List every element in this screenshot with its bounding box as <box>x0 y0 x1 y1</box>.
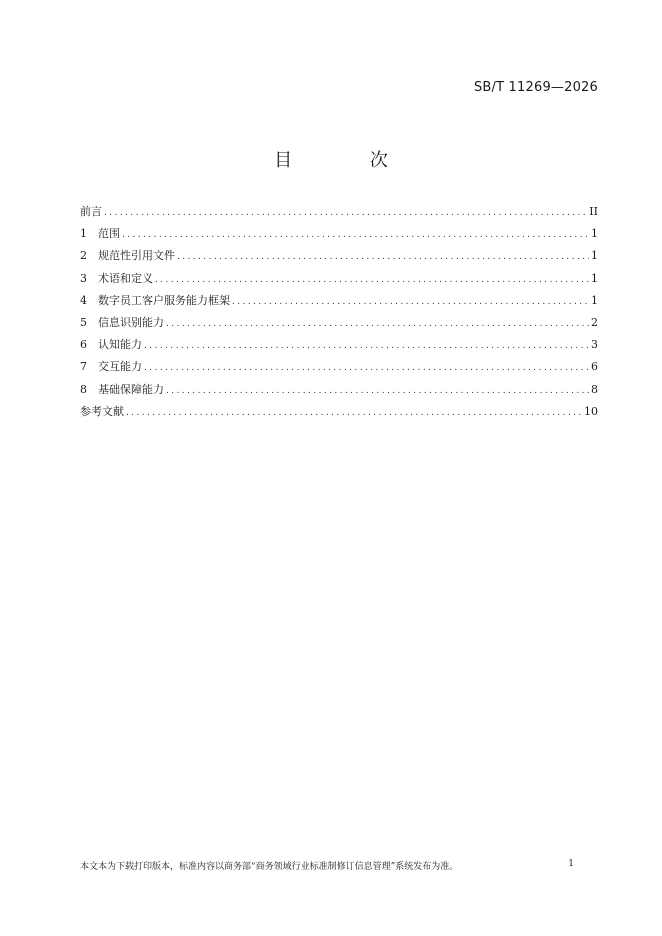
toc-entry-interaction[interactable] <box>80 360 598 382</box>
toc-entry-number: 8 <box>80 382 87 396</box>
toc-entry-label: 信息识别能力 <box>98 315 164 329</box>
toc-leader-dots <box>166 384 589 398</box>
toc-entry-label: 基础保障能力 <box>98 382 164 396</box>
toc-entry-number: 2 <box>80 249 87 263</box>
toc-entry-page: 3 <box>591 338 598 352</box>
toc-entry-basic-support[interactable] <box>80 383 598 405</box>
toc-entry-foreword[interactable] <box>80 205 598 227</box>
toc-entry-normative-references[interactable] <box>80 249 598 271</box>
toc-entry-label: 参考文献 <box>80 404 124 418</box>
toc-entry-framework[interactable] <box>80 294 598 316</box>
toc-entry-number: 3 <box>80 271 87 285</box>
toc-entry-page: 6 <box>591 360 598 374</box>
toc-entry-label: 交互能力 <box>98 360 142 374</box>
toc-leader-dots <box>177 250 589 264</box>
toc-leader-dots <box>144 339 589 353</box>
toc-entry-page: 1 <box>591 271 598 285</box>
toc-entry-label: 范围 <box>98 227 120 241</box>
toc-entry-page: 8 <box>591 382 598 396</box>
table-of-contents <box>80 205 598 427</box>
toc-entry-label: 认知能力 <box>98 338 142 352</box>
toc-entry-information-recognition[interactable] <box>80 316 598 338</box>
footer-page-number: 1 <box>568 859 574 869</box>
toc-entry-label: 数字员工客户服务能力框架 <box>98 293 230 307</box>
toc-leader-dots <box>166 317 589 331</box>
toc-entry-number: 6 <box>80 338 87 352</box>
toc-leader-dots <box>144 361 589 375</box>
toc-entry-bibliography[interactable] <box>80 405 598 427</box>
toc-leader-dots <box>104 206 587 220</box>
toc-leader-dots <box>122 228 589 242</box>
toc-entry-number: 5 <box>80 315 87 329</box>
toc-leader-dots <box>155 273 589 287</box>
toc-entry-label: 术语和定义 <box>98 271 153 285</box>
toc-entry-label: 前言 <box>80 205 102 218</box>
toc-entry-page: 1 <box>591 293 598 307</box>
footer-note: 本文本为下载打印版本，标准内容以商务部“商务领域行业标准制修订信息管理”系统发布为准。 <box>80 862 459 872</box>
toc-entry-scope[interactable] <box>80 227 598 249</box>
toc-leader-dots <box>126 406 582 420</box>
page-title: 目 次 <box>274 150 424 171</box>
toc-entry-number: 4 <box>80 293 87 307</box>
toc-entry-page: 2 <box>591 315 598 329</box>
toc-entry-label: 规范性引用文件 <box>98 249 175 263</box>
toc-entry-number: 7 <box>80 360 87 374</box>
standard-code: SB/T 11269—2026 <box>473 80 598 95</box>
toc-entry-number: 1 <box>80 227 87 241</box>
toc-leader-dots <box>232 295 589 309</box>
toc-entry-terms-definitions[interactable] <box>80 272 598 294</box>
toc-entry-page: II <box>589 205 598 218</box>
toc-entry-page: 1 <box>591 227 598 241</box>
toc-entry-page: 10 <box>584 404 598 418</box>
toc-entry-page: 1 <box>591 249 598 263</box>
toc-entry-cognition[interactable] <box>80 338 598 360</box>
